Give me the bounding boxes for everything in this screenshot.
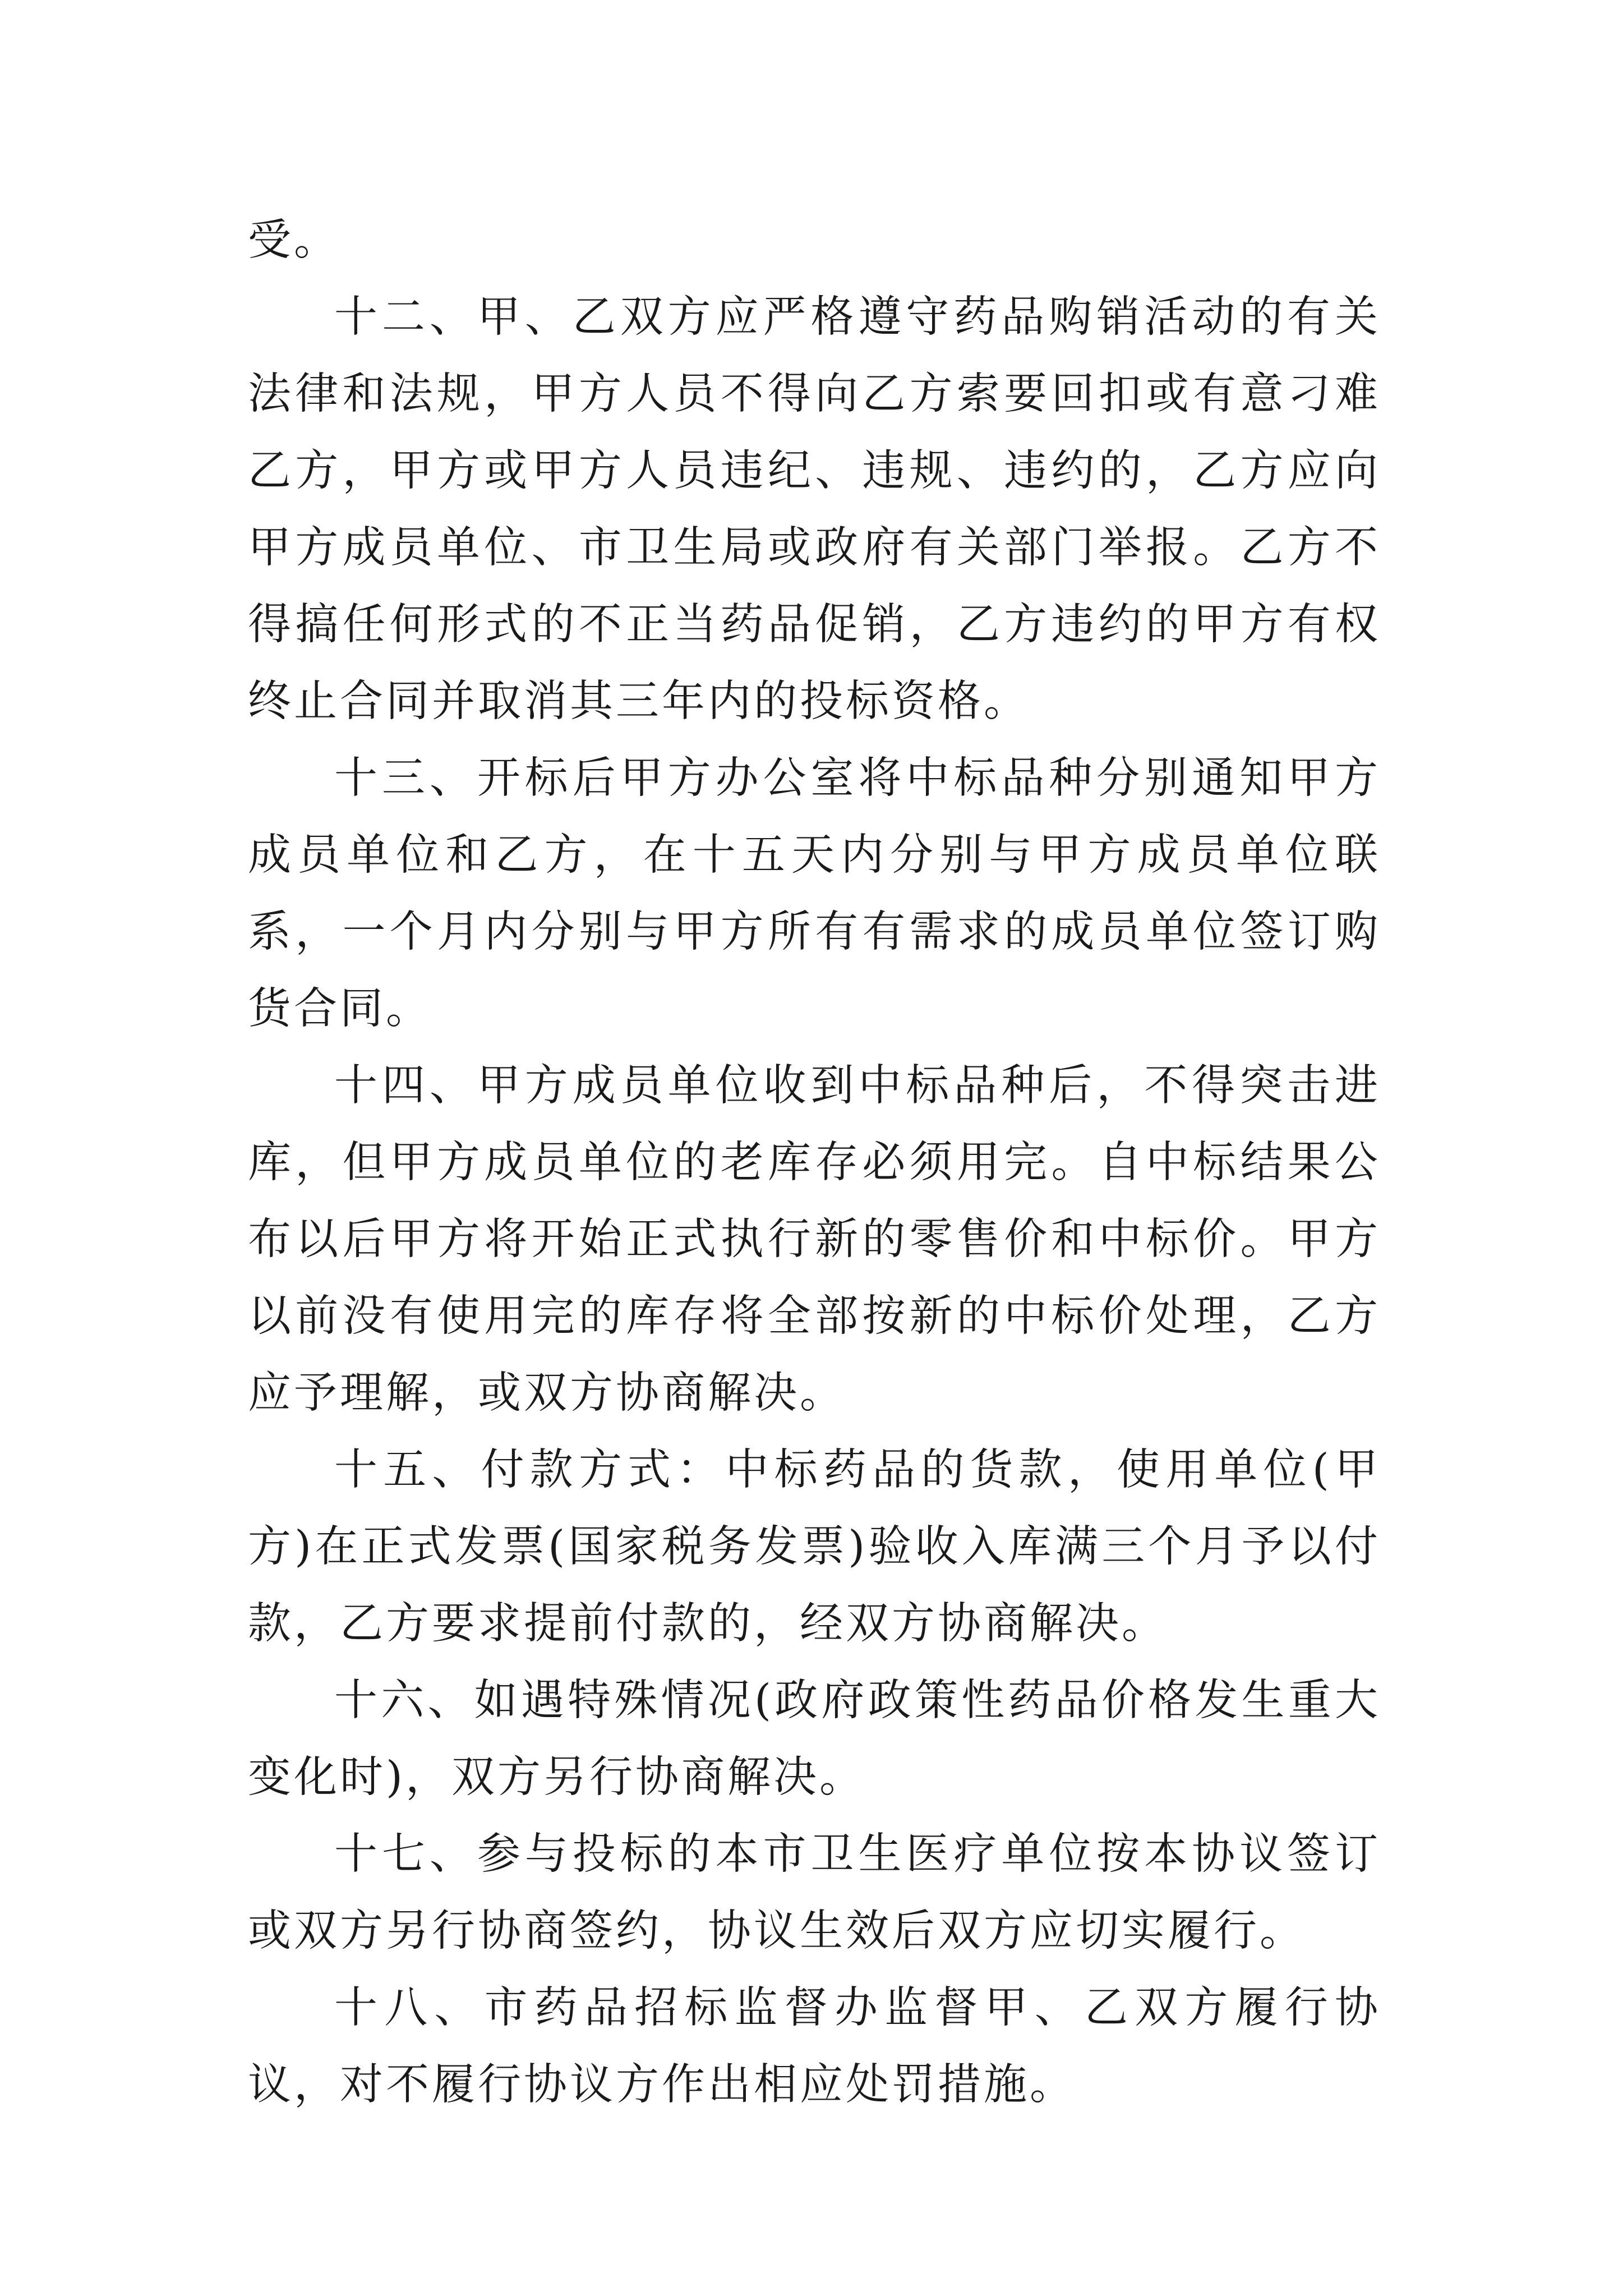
paragraph-clause-13: 十三、开标后甲方办公室将中标品种分别通知甲方成员单位和乙方，在十五天内分别与甲方成员单位联系，一个月内分别与甲方所有有需求的成员单位签订购货合同。 [248,753,1381,1034]
paragraph-clause-16: 十六、如遇特殊情况(政府政策性药品价格发生重大变化时)，双方另行协商解决。 [248,1676,1381,1802]
paragraph-clause-12: 十二、甲、乙双方应严格遵守药品购销活动的有关法律和法规，甲方人员不得向乙方索要回扣或有意刁难乙方，甲方或甲方人员违纪、违规、违约的，乙方应向甲方成员单位、市卫生局或政府有关部门举报。乙方不得搞任何形式的不正当药品促销，乙方违约的甲方有权终止合同并取消其三年内的投标资格。 [248,292,1381,726]
paragraph-clause-15: 十五、付款方式：中标药品的货款，使用单位(甲方)在正式发票(国家税务发票)验收入库满三个月予以付款，乙方要求提前付款的，经双方协商解决。 [248,1445,1381,1649]
paragraph-continuation: 受。 [248,215,340,265]
paragraph-clause-18: 十八、市药品招标监督办监督甲、乙双方履行协议，对不履行协议方作出相应处罚措施。 [248,1983,1381,2110]
paragraph-clause-14: 十四、甲方成员单位收到中标品种后，不得突击进库，但甲方成员单位的老库存必须用完。自中标结果公布以后甲方将开始正式执行新的零售价和中标价。甲方以前没有使用完的库存将全部按新的中标价处理，乙方应予理解，或双方协商解决。 [248,1061,1381,1418]
paragraph-clause-17: 十七、参与投标的本市卫生医疗单位按本协议签订或双方另行协商签约，协议生效后双方应切实履行。 [248,1829,1381,1956]
document-body [248,202,1381,2123]
